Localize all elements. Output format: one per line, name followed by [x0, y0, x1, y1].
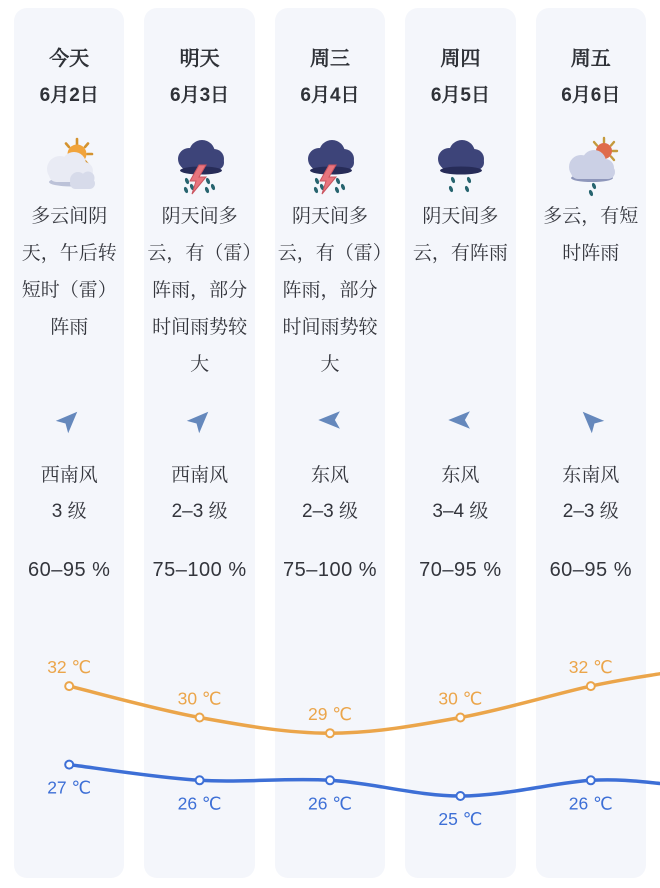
wind-direction-label: 西南风	[171, 465, 229, 486]
svg-text:25 ℃: 25 ℃	[438, 809, 483, 829]
weather-description: 阴天间多云，有阵雨	[412, 206, 508, 264]
wind-arrow-northwest-icon	[536, 405, 646, 435]
humidity-label: 75–100 %	[282, 559, 378, 581]
weather-description: 阴天间多云，有（雷）阵雨，部分时间雨势较大	[277, 206, 383, 375]
date-label: 6月3日	[170, 85, 230, 106]
day-label: 明天	[179, 48, 220, 70]
date-label: 6月6日	[561, 85, 621, 106]
wind-direction-label: 东南风	[562, 465, 620, 486]
forecast-card	[405, 8, 515, 878]
svg-text:30 ℃: 30 ℃	[438, 688, 483, 709]
svg-text:26 ℃: 26 ℃	[177, 793, 222, 814]
wind-level-label: 2–3 级	[302, 501, 358, 522]
forecast-card	[275, 8, 385, 878]
thunderstorm-icon	[144, 132, 254, 200]
svg-text:32 ℃: 32 ℃	[47, 657, 92, 678]
wind-direction-label: 西南风	[40, 465, 98, 486]
svg-text:30 ℃: 30 ℃	[177, 688, 222, 709]
svg-text:26 ℃: 26 ℃	[308, 793, 352, 814]
date-label: 6月5日	[430, 85, 490, 106]
svg-text:27 ℃: 27 ℃	[47, 777, 92, 798]
day-label: 周四	[440, 48, 481, 70]
svg-text:26 ℃: 26 ℃	[568, 793, 613, 814]
wind-level-label: 3–4 级	[432, 501, 489, 522]
weather-description: 阴天间多云，有（雷）阵雨，部分时间雨势较大	[147, 206, 252, 375]
wind-arrow-west-icon	[275, 405, 385, 435]
forecast-card	[536, 8, 646, 878]
date-label: 6月2日	[39, 85, 99, 106]
cloud-sun-shower-icon	[536, 132, 646, 200]
svg-text:29 ℃: 29 ℃	[308, 704, 352, 725]
wind-direction-label: 东风	[310, 465, 349, 486]
svg-text:32 ℃: 32 ℃	[568, 657, 613, 678]
wind-arrow-northeast-icon	[14, 405, 124, 435]
wind-arrow-west-icon	[405, 405, 515, 435]
rain-cloud-icon	[405, 132, 515, 200]
wind-arrow-northeast-icon	[144, 405, 254, 435]
thunderstorm-icon	[275, 132, 385, 200]
humidity-label: 60–95 %	[27, 559, 111, 581]
weather-description: 多云，有短时阵雨	[543, 206, 639, 264]
partly-cloudy-icon	[14, 132, 124, 200]
day-label: 周三	[309, 48, 350, 70]
wind-level-label: 2–3 级	[562, 501, 619, 522]
humidity-label: 60–95 %	[549, 559, 633, 581]
forecast-grid	[14, 8, 646, 878]
wind-direction-label: 东风	[441, 465, 480, 486]
day-label: 周五	[570, 48, 611, 70]
day-label: 今天	[49, 48, 90, 70]
forecast-card	[14, 8, 124, 878]
wind-level-label: 3 级	[51, 501, 87, 522]
forecast-card	[144, 8, 254, 878]
weather-description: 多云间阴天，午后转短时（雷）阵雨	[21, 206, 117, 338]
date-label: 6月4日	[300, 85, 360, 106]
humidity-label: 70–95 %	[419, 559, 502, 581]
humidity-label: 75–100 %	[152, 559, 247, 581]
wind-level-label: 2–3 级	[171, 501, 228, 522]
